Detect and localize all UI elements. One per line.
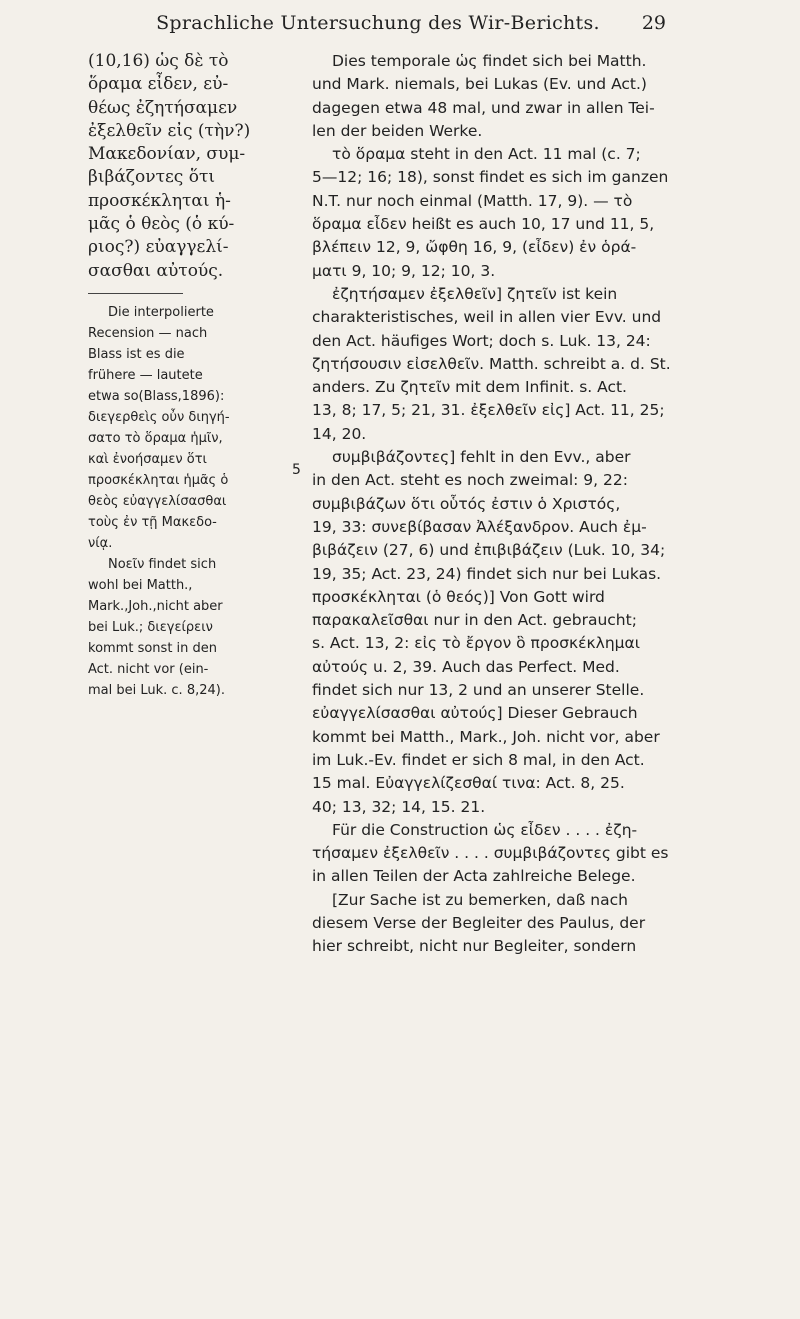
text-line: βιβάζειν (27, 6) und ἐπιβιβάζειν (Luk. 10, 34; <box>312 541 666 560</box>
text-line: Für die Construction ὡς εἶδεν . . . . ἐζη- <box>332 820 638 839</box>
text-line: Dies temporale ὡς findet sich bei Matth. <box>332 52 647 70</box>
note-line: mal bei Luk. c. 8,24). <box>88 682 225 698</box>
text-line: βλέπειν 12, 9, ὤφθη 16, 9, (εἶδεν) ἐν ὁρά- <box>312 238 637 257</box>
text-line: 5—12; 16; 18), sonst findet es sich im ganzen <box>312 168 669 187</box>
text-line: kommt bei Matth., Mark., Joh. nicht vor, aber <box>312 727 660 746</box>
text-line: s. Act. 13, 2: εἰς τὸ ἔργον ὃ προσκέκλημαι <box>312 634 641 653</box>
note-line: frühere — lautete <box>88 367 203 383</box>
text-line: in allen Teilen der Acta zahlreiche Belege. <box>312 867 636 886</box>
text-line: diesem Verse der Begleiter des Paulus, der <box>312 913 646 932</box>
marginal-note <box>88 302 296 701</box>
text-line: εὐαγγελίσασθαι αὐτούς] Dieser Gebrauch <box>312 704 638 723</box>
text-line: 19, 35; Act. 23, 24) findet sich nur bei Lukas. <box>312 564 662 583</box>
greek-line: θέως ἐζητήσαμεν <box>88 97 238 118</box>
text-line: προσκέκληται (ὁ θεός)] Von Gott wird <box>312 587 605 606</box>
text-line: charakteristisches, weil in allen vier Evv. und <box>312 308 662 327</box>
greek-line: (10,16) ὡς δὲ τὸ <box>88 51 229 71</box>
text-line: dagegen etwa 48 mal, und zwar in allen Tei- <box>312 98 655 117</box>
text-line: 15 mal. Εὐαγγελίζεσθαί τινα: Act. 8, 25. <box>312 774 625 793</box>
note-line: νίᾳ. <box>88 535 113 551</box>
text-line: τήσαμεν ἐξελθεῖν . . . . συμβιβάζοντες gibt es <box>312 844 669 863</box>
note-line: Act. nicht vor (ein- <box>88 661 209 677</box>
greek-line: βιβάζοντες ὅτι <box>88 167 216 188</box>
main-text <box>312 50 672 959</box>
note-line: Blass ist es die <box>88 346 185 362</box>
note-line: etwa so(Blass,1896): <box>88 388 225 404</box>
greek-line: προσκέκληται ἡ- <box>88 190 231 211</box>
greek-line: ὅραμα εἶδεν, εὐ- <box>88 74 229 95</box>
text-line: in den Act. steht es noch zweimal: 9, 22: <box>312 471 628 490</box>
text-line: αὐτούς u. 2, 39. Auch das Perfect. Med. <box>312 657 620 676</box>
greek-line: ἐξελθεῖν εἰς (τὴν?) <box>88 120 251 141</box>
note-line: bei Luk.; διεγείρειν <box>88 619 213 635</box>
note-line: wohl bei Matth., <box>88 577 193 593</box>
note-line: Mark.,Joh.,nicht aber <box>88 598 223 614</box>
text-line: ματι 9, 10; 9, 12; 10, 3. <box>312 261 496 280</box>
text-line: ἐζητήσαμεν ἐξελθεῖν] ζητεῖν ist kein <box>332 284 618 303</box>
text-line: 14, 20. <box>312 424 367 443</box>
greek-line: ριος?) εὐαγγελί- <box>88 237 229 258</box>
note-line: θεὸς εὐαγγελίσασθαι <box>88 493 227 509</box>
text-line: 40; 13, 32; 14, 15. 21. <box>312 797 486 816</box>
text-line: im Luk.-Ev. findet er sich 8 mal, in den Act. <box>312 750 645 769</box>
greek-line: μᾶς ὁ θεὸς (ὁ κύ- <box>88 214 235 235</box>
text-line: hier schreibt, nicht nur Begleiter, sondern <box>312 937 637 956</box>
text-line: τὸ ὅραμα steht in den Act. 11 mal (c. 7; <box>332 145 641 164</box>
note-line: Recension — nach <box>88 325 208 341</box>
greek-line: Μακεδονίαν, συμ- <box>88 144 246 165</box>
text-line: παρακαλεῖσθαι nur in den Act. gebraucht; <box>312 611 637 630</box>
text-line: ζητήσουσιν εἰσελθεῖν. Matth. schreibt a. d. St. <box>312 354 671 373</box>
text-line: anders. Zu ζητεῖν mit dem Infinit. s. Act. <box>312 378 627 397</box>
text-line: len der beiden Werke. <box>312 121 483 140</box>
note-line: σατο τὸ ὅραμα ἡμῖν, <box>88 430 223 446</box>
text-line: und Mark. niemals, bei Lukas (Ev. und Act.) <box>312 75 647 94</box>
text-line: den Act. häufiges Wort; doch s. Luk. 13, 24: <box>312 331 651 350</box>
note-line: διεγερθεὶς οὖν διηγή- <box>88 409 230 425</box>
page-number: 29 <box>641 12 666 34</box>
note-line: Die interpolierte <box>108 304 214 320</box>
left-column <box>88 50 296 701</box>
text-line: συμβιβάζοντες] fehlt in den Evv., aber <box>332 448 631 467</box>
greek-line: σασθαι αὐτούς. <box>88 260 224 281</box>
text-line: 19, 33: συνεβίβασαν Ἀλέξανδρον. Auch ἐμ- <box>312 517 647 536</box>
page-header <box>90 12 666 42</box>
note-line: kommt sonst in den <box>88 640 218 656</box>
greek-text-block <box>88 50 296 283</box>
note-line: καὶ ἐνοήσαμεν ὅτι <box>88 451 207 467</box>
text-line: [Zur Sache ist zu bemerken, daß nach <box>332 890 628 909</box>
text-line: findet sich nur 13, 2 und an unserer Stelle. <box>312 681 645 700</box>
divider <box>88 293 183 294</box>
note-line: τοὺς ἐν τῇ Μακεδο- <box>88 514 217 530</box>
note-line: Νοεῖν findet sich <box>108 556 217 572</box>
text-line: N.T. nur noch einmal (Matth. 17, 9). — τὸ <box>312 191 633 210</box>
line-number: 5 <box>292 462 301 478</box>
running-title: Sprachliche Untersuchung des Wir-Berichts. <box>156 12 600 34</box>
text-line: συμβιβάζων ὅτι οὗτός ἐστιν ὁ Χριστός, <box>312 494 621 513</box>
note-line: προσκέκληται ἡμᾶς ὁ <box>88 472 229 488</box>
text-line: ὅραμα εἶδεν heißt es auch 10, 17 und 11, 5, <box>312 215 655 234</box>
text-line: 13, 8; 17, 5; 21, 31. ἐξελθεῖν εἰς] Act. 11, 25; <box>312 401 665 420</box>
